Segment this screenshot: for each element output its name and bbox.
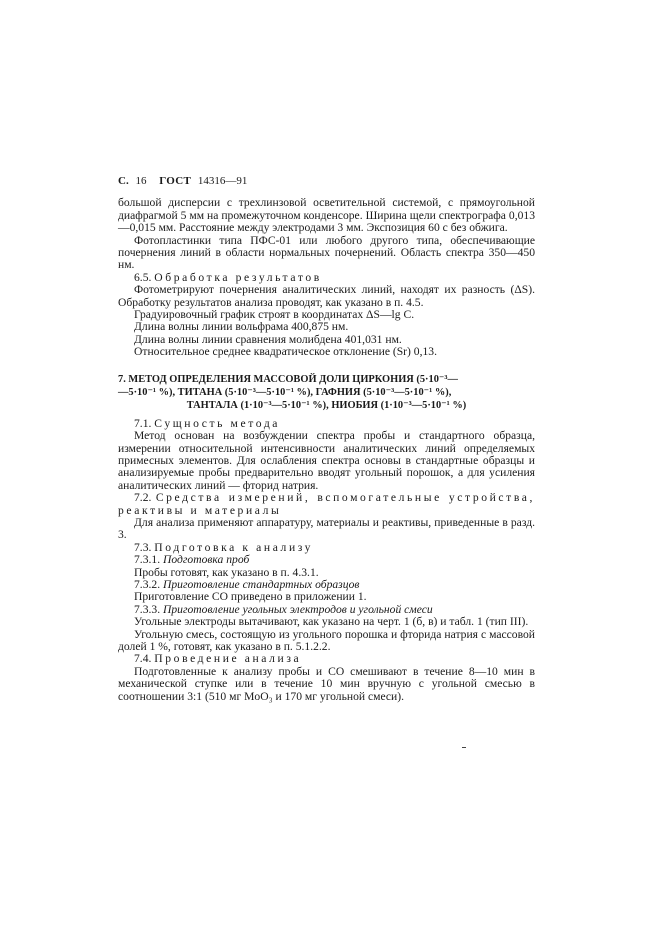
paragraph: Длина волны линии сравнения молибдена 401,031 нм.	[134, 332, 402, 346]
paragraph: Приготовление СО приведено в приложении 1.	[134, 590, 367, 604]
subsection-heading-7-3-1: 7.3.1. Подготовка проб	[134, 553, 250, 567]
paragraph: Метод основан на возбуждении спектра пробы и стандартного образца, измерении относительной интенсивности аналитических линий определяемых примесных элементов. Для ослабления спектра основы в стандартные образцы и анализируемые пробы предварительно вводят угольный порошок, а для усиления аналитических линий — фторид натрия.	[118, 429, 535, 492]
paragraph: Относительное среднее квадратическое отклонение (Sr) 0,13.	[134, 345, 437, 359]
subsection-heading-7-3-3: 7.3.3. Приготовление угольных электродов и угольной смеси	[134, 602, 433, 616]
section-heading-7-1: 7.1. Сущность метода	[134, 416, 281, 430]
page-number: 16	[135, 175, 147, 187]
paragraph: Фотопластинки типа ПФС-01 или любого другого типа, обеспечивающие почернения линий в области нормальных почернений. Область спектра 350—450 нм.	[118, 233, 535, 272]
paragraph: Угольную смесь, состоящую из угольного порошка и фторида натрия с массовой долей 1 %, готовят, как указано в п. 5.1.2.2.	[118, 627, 535, 653]
section-heading-7-3: 7.3. Подготовка к анализу	[134, 540, 314, 554]
paragraph: Фотометрируют почернения аналитических линий, находят их разность (ΔS). Обработку результатов анализа проводят, как указано в п. 4.5.	[118, 283, 535, 309]
section-heading-7-4: 7.4. Проведение анализа	[134, 652, 302, 666]
scan-mark	[462, 747, 466, 748]
page-header	[118, 175, 535, 187]
section-7-title: 7. МЕТОД ОПРЕДЕЛЕНИЯ МАССОВОЙ ДОЛИ ЦИРКОНИЯ (5·10⁻³— —5·10⁻¹ %), ТИТАНА (5·10⁻³—5·10⁻¹ %), ГАФНИЯ (5·10⁻³—5·10⁻¹ %), ТАНТАЛА (1·10⁻³—5·10⁻¹ %), НИОБИЯ (1·10⁻³—5·10⁻¹ %)	[118, 373, 467, 411]
paragraph: большой дисперсии с трехлинзовой осветительной системой, с прямоугольной диафрагмой 5 мм на промежуточном конденсоре. Ширина щели спектрографа 0,013—0,015 мм. Расстояние между электродами 3 мм. Экспозиция 60 с без обжига.	[118, 196, 535, 235]
section-heading-6-5: 6.5. Обработка результатов	[134, 270, 322, 284]
page-prefix: С.	[118, 175, 129, 187]
standard-number: 14316—91	[197, 175, 248, 187]
paragraph: Подготовленные к анализу пробы и СО смешивают в течение 8—10 мин в механической ступке или в течение 10 мин вручную с угольной смесью в соотношении 3:1 (510 мг MoO₃ и 170 мг угольной смеси).	[118, 664, 535, 703]
paragraph: Длина волны линии вольфрама 400,875 нм.	[134, 320, 349, 334]
subsection-heading-7-3-2: 7.3.2. Приготовление стандартных образцов	[134, 577, 360, 591]
paragraph: Для анализа применяют аппаратуру, материалы и реактивы, приведенные в разд. 3.	[118, 515, 535, 542]
section-heading-7-2: 7.2. Средства измерений, вспомогательные устройства, реактивы и материалы	[118, 491, 535, 517]
standard-label: ГОСТ	[159, 175, 192, 187]
paragraph: Градуировочный график строят в координатах ΔS—lg C.	[134, 308, 415, 322]
document-page	[118, 175, 535, 703]
paragraph: Угольные электроды вытачивают, как указано на черт. 1 (б, в) и табл. 1 (тип III).	[134, 615, 529, 629]
paragraph: Пробы готовят, как указано в п. 4.3.1.	[134, 565, 319, 579]
